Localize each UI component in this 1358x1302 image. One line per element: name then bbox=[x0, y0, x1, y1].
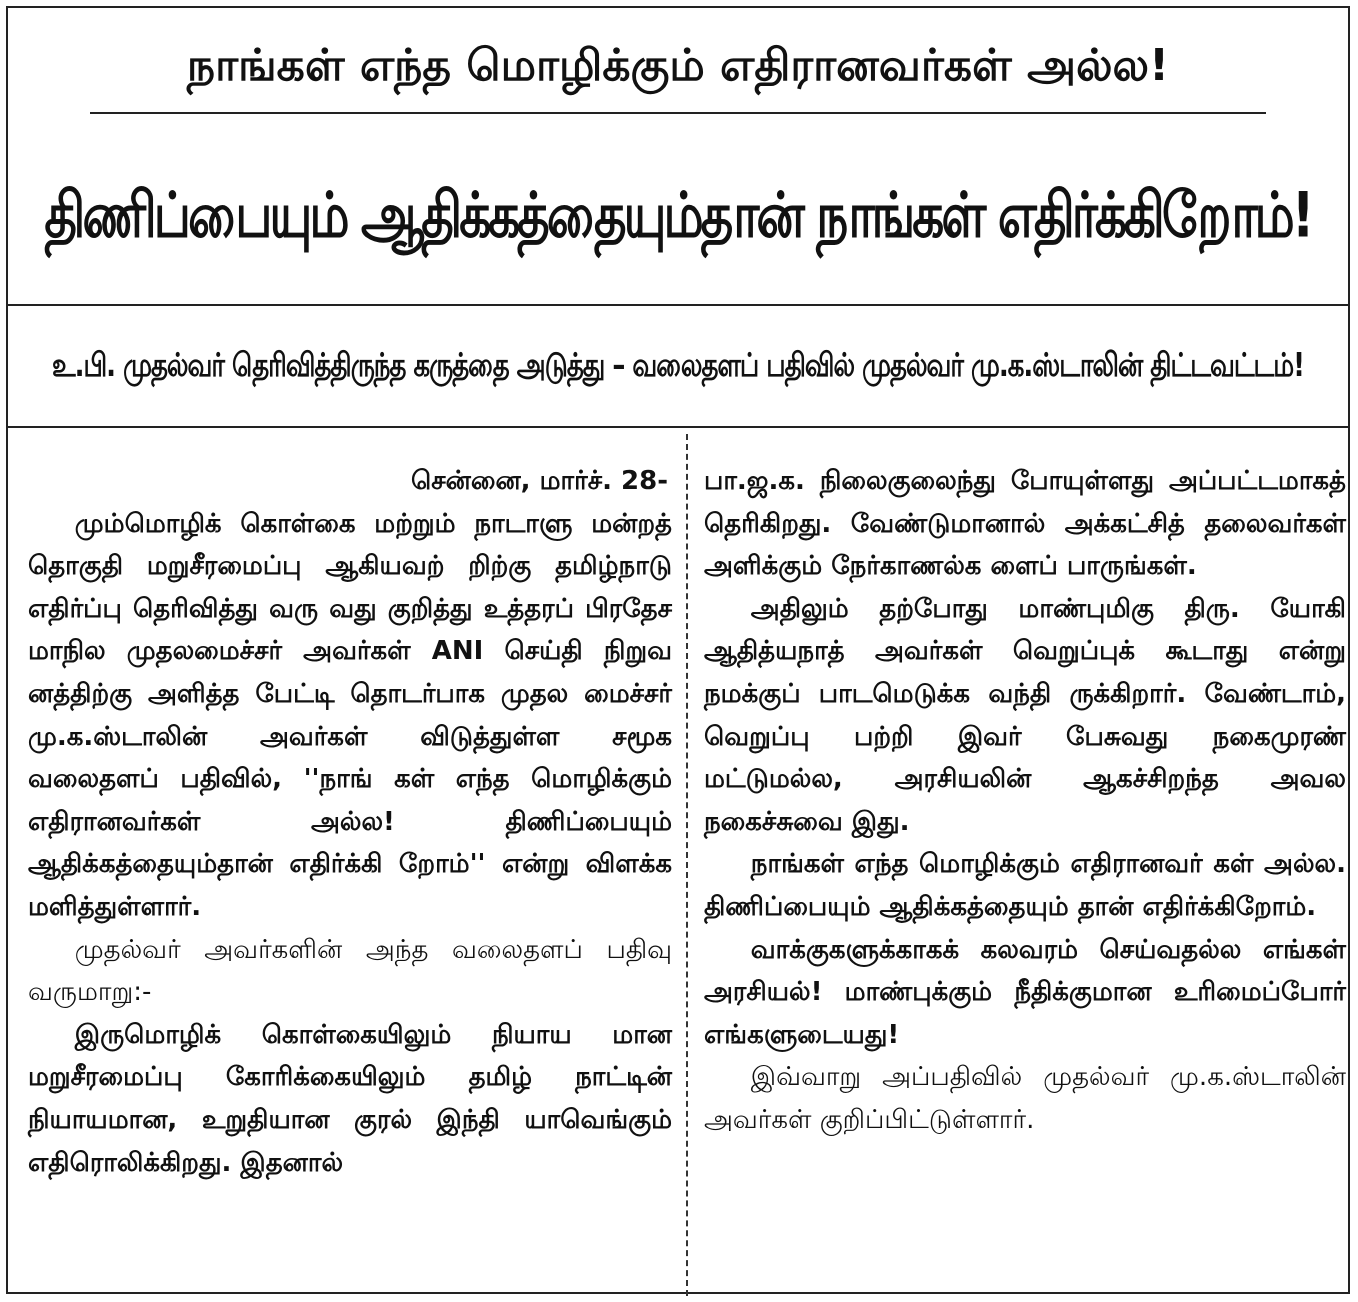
news-article-frame bbox=[6, 6, 1350, 1294]
article-paragraph: அதிலும் தற்போது மாண்புமிகு திரு. யோகி ஆதித்யநாத் அவர்கள் வெறுப்புக் கூடாது என்று நமக்குப் பாடமெடுக்க வந்தி ருக்கிறார். வேண்டாம், வெறுப்பு பற்றி இவர் பேசுவது நகைமுரண் மட்டுமல்ல, அரசியலின் ஆகச்சிறந்த அவல நகைச்சுவை இது. bbox=[704, 593, 1346, 837]
subheadline-bottom-border bbox=[8, 426, 1348, 428]
headline-main: திணிப்பையும் ஆதிக்கத்தையும்தான் நாங்கள் எதிர்க்கிறோம்! bbox=[44, 178, 1312, 252]
article-column-right bbox=[704, 460, 1346, 1290]
article-paragraph: மும்மொழிக் கொள்கை மற்றும் நாடாளு மன்றத் தொகுதி மறுசீரமைப்பு ஆகியவற் றிற்கு தமிழ்நாடு எதிர்ப்பு தெரிவித்து வரு வது குறித்து உத்தரப் பிரதேச மாநில முதலமைச்சர் அவர்கள் ANI செய்தி நிறுவ னத்திற்கு அளித்த பேட்டி தொடர்பாக முதல மைச்சர் மு.க.ஸ்டாலின் அவர்கள் விடுத்துள்ள சமூக வலைதளப் பதிவில், ''நாங் கள் எந்த மொழிக்கும் எதிரானவர்கள் அல்ல! திணிப்பையும் ஆதிக்கத்தையும்தான் எதிர்க்கி றோம்'' என்று விளக்க மளித்துள்ளார். bbox=[28, 508, 672, 922]
article-paragraph: முதல்வர் அவர்களின் அந்த வலைதளப் பதிவு வருமாறு:- bbox=[28, 934, 672, 1008]
dateline: சென்னை, மார்ச். 28- bbox=[411, 466, 668, 496]
article-paragraph: வாக்குகளுக்காகக் கலவரம் செய்வதல்ல எங்கள் அரசியல்! மாண்புக்கும் நீதிக்குமான உரிமைப்போர் எங்களுடையது! bbox=[704, 934, 1346, 1050]
headline-top: நாங்கள் எந்த மொழிக்கும் எதிரானவர்கள் அல்ல! bbox=[186, 40, 1170, 91]
article-paragraph: நாங்கள் எந்த மொழிக்கும் எதிரானவர் கள் அல்ல. திணிப்பையும் ஆதிக்கத்தையும் தான் எதிர்க்கிறோம். bbox=[704, 849, 1346, 922]
article-signoff: இவ்வாறு அப்பதிவில் முதல்வர் மு.க.ஸ்டாலின் அவர்கள் குறிப்பிட்டுள்ளார். bbox=[704, 1062, 1346, 1135]
article-paragraph: பா.ஜ.க. நிலைகுலைந்து போயுள்ளது அப்பட்டமாகத் தெரிகிறது. வேண்டுமானால் அக்கட்சித் தலைவர்கள் அளிக்கும் நேர்காணல்க ளைப் பாருங்கள். bbox=[704, 466, 1346, 582]
headline-bottom-border bbox=[8, 304, 1348, 306]
article-column-left bbox=[28, 460, 672, 1290]
article-paragraph: இருமொழிக் கொள்கையிலும் நியாய மான மறுசீரமைப்பு கோரிக்கையிலும் தமிழ் நாட்டின் நியாயமான, உறுதியான குரல் இந்தி யாவெங்கும் எதிரொலிக்கிறது. இதனால் bbox=[28, 1019, 672, 1178]
column-divider bbox=[686, 434, 688, 1296]
subheadline: உ.பி. முதல்வர் தெரிவித்திருந்த கருத்தை அடுத்து – வலைதளப் பதிவில் முதல்வர் மு.க.ஸ்டாலின் திட்டவட்டம்! bbox=[51, 347, 1304, 385]
